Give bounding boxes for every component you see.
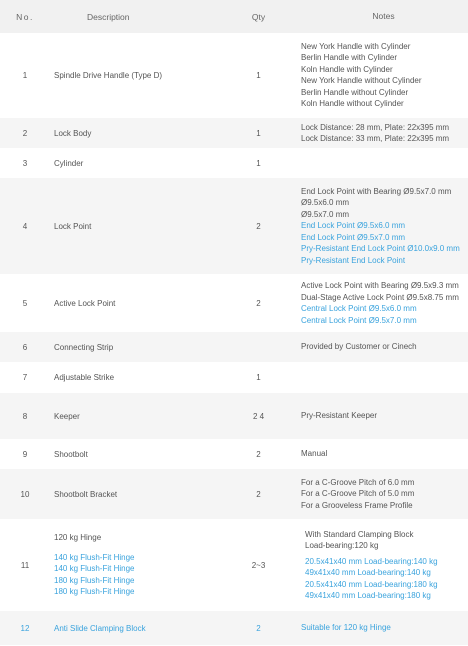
table-row	[0, 393, 468, 440]
row-qty: 1	[256, 158, 261, 168]
row-description	[50, 532, 218, 598]
note-line: Pry-Resistant Keeper	[301, 411, 378, 421]
header-notes: Notes	[372, 10, 395, 21]
table-row	[0, 178, 468, 275]
note-line: Suitable for 120 kg Hinge	[301, 623, 391, 633]
row-no: 5	[22, 298, 28, 308]
row-no: 4	[22, 221, 28, 231]
row-description: Connecting Strip	[54, 342, 114, 352]
note-line: Koln Handle with Cylinder	[301, 64, 393, 74]
table-row	[0, 118, 468, 149]
note-line-highlight: End Lock Point Ø9.5x6.0 mm	[301, 221, 406, 231]
row-description: Anti Slide Clamping Block	[54, 623, 146, 633]
note-line-highlight: Central Lock Point Ø9.5x7.0 mm	[301, 315, 417, 325]
row-no: 1	[22, 70, 28, 80]
note-line: Lock Distance: 28 mm, Plate: 22x395 mm	[301, 122, 450, 132]
row-qty: 2	[256, 449, 261, 459]
description-line-highlight: 180 kg Flush-Fit Hinge	[54, 587, 135, 597]
row-description: Lock Body	[54, 128, 92, 138]
row-notes	[299, 341, 468, 353]
row-qty: 1	[256, 373, 261, 382]
row-qty: 2	[256, 221, 261, 231]
row-no: 3	[22, 158, 28, 168]
note-line: Active Lock Point with Bearing Ø9.5x9.3 mm	[301, 281, 459, 290]
note-line: Berlin Handle without Cylinder	[301, 87, 409, 97]
description-line-highlight: 180 kg Flush-Fit Hinge	[54, 575, 135, 585]
row-notes	[299, 122, 468, 145]
note-line: End Lock Point with Bearing Ø9.5x7.0 mm	[301, 186, 452, 196]
note-line-highlight: 49x41x40 mm Load-bearing:180 kg	[305, 591, 431, 600]
header-description: Description	[87, 11, 130, 22]
table-row	[0, 332, 468, 363]
description-line-highlight: 140 kg Flush-Fit Hinge	[54, 552, 135, 562]
table-row	[0, 33, 468, 118]
row-notes	[299, 410, 468, 422]
note-line: Load-bearing:120 kg	[305, 541, 379, 550]
table-row	[0, 440, 468, 469]
note-line: Lock Distance: 33 mm, Plate: 22x395 mm	[301, 134, 450, 143]
row-description: Adjustable Strike	[54, 373, 115, 382]
note-line: Manual	[301, 449, 328, 459]
description-line-highlight: 140 kg Flush-Fit Hinge	[54, 564, 135, 574]
note-line: Berlin Handle with Cylinder	[301, 53, 398, 62]
note-line-highlight: End Lock Point Ø9.5x7.0 mm	[301, 232, 406, 242]
note-line-highlight: Pry-Resistant End Lock Point	[301, 255, 406, 265]
row-qty: 2	[256, 298, 261, 308]
table-row	[0, 363, 468, 393]
row-description: Spindle Drive Handle (Type D)	[54, 70, 163, 80]
row-description: Keeper	[54, 411, 80, 421]
note-line: New York Handle with Cylinder	[301, 41, 411, 51]
table-row	[0, 149, 468, 178]
row-qty: 2~3	[251, 560, 266, 570]
table-row	[0, 611, 468, 646]
row-notes	[299, 280, 468, 326]
note-line: With Standard Clamping Block	[305, 529, 414, 539]
row-no: 8	[22, 411, 28, 421]
row-notes	[299, 448, 468, 460]
table-row	[0, 275, 468, 332]
row-no: 9	[22, 449, 28, 459]
row-notes	[299, 477, 468, 512]
row-description: Shootbolt	[54, 449, 88, 459]
header-no: No.	[16, 11, 34, 22]
note-line: Ø9.5x6.0 mm	[301, 198, 350, 208]
header-qty: Qty	[251, 11, 266, 22]
row-notes	[299, 41, 468, 110]
note-line-highlight: 20.5x41x40 mm Load-bearing:140 kg	[305, 556, 438, 566]
row-notes	[299, 622, 468, 634]
table-row	[0, 520, 468, 611]
row-description: Active Lock Point	[54, 298, 116, 308]
row-no: 7	[22, 373, 28, 382]
description-line: 120 kg Hinge	[54, 533, 102, 543]
note-line-highlight: Pry-Resistant End Lock Point Ø10.0x9.0 mm	[301, 244, 460, 254]
note-line: Koln Handle without Cylinder	[301, 99, 404, 108]
row-notes	[299, 529, 468, 602]
table-header	[0, 0, 468, 33]
row-qty: 2	[256, 623, 261, 633]
row-description: Lock Point	[54, 221, 92, 231]
row-no: 6	[22, 342, 28, 352]
row-no: 2	[22, 128, 28, 138]
note-line: For a C-Groove Pitch of 6.0 mm	[301, 477, 415, 487]
row-qty: 2	[256, 489, 261, 499]
note-line-highlight: Central Lock Point Ø9.5x6.0 mm	[301, 304, 417, 313]
note-line: For a C-Groove Pitch of 5.0 mm	[301, 489, 415, 499]
row-notes	[299, 186, 468, 267]
row-description: Shootbolt Bracket	[54, 489, 118, 499]
row-description: Cylinder	[54, 158, 84, 168]
row-qty: 2 4	[252, 411, 265, 421]
note-line: New York Handle without Cylinder	[301, 76, 422, 85]
note-line-highlight: 49x41x40 mm Load-bearing:140 kg	[305, 568, 431, 577]
row-qty: 1	[256, 128, 261, 138]
table-row	[0, 469, 468, 520]
row-qty: 1	[256, 70, 261, 80]
row-no: 10	[20, 489, 30, 499]
note-line: Dual-Stage Active Lock Point Ø9.5x8.75 mm	[301, 292, 459, 302]
note-line: For a Grooveless Frame Profile	[301, 500, 413, 510]
row-no: 11	[20, 560, 30, 570]
note-line: Provided by Customer or Cinech	[301, 342, 417, 352]
note-line: Ø9.5x7.0 mm	[301, 209, 350, 219]
row-no: 12	[20, 623, 30, 633]
note-line-highlight: 20.5x41x40 mm Load-bearing:180 kg	[305, 579, 438, 589]
